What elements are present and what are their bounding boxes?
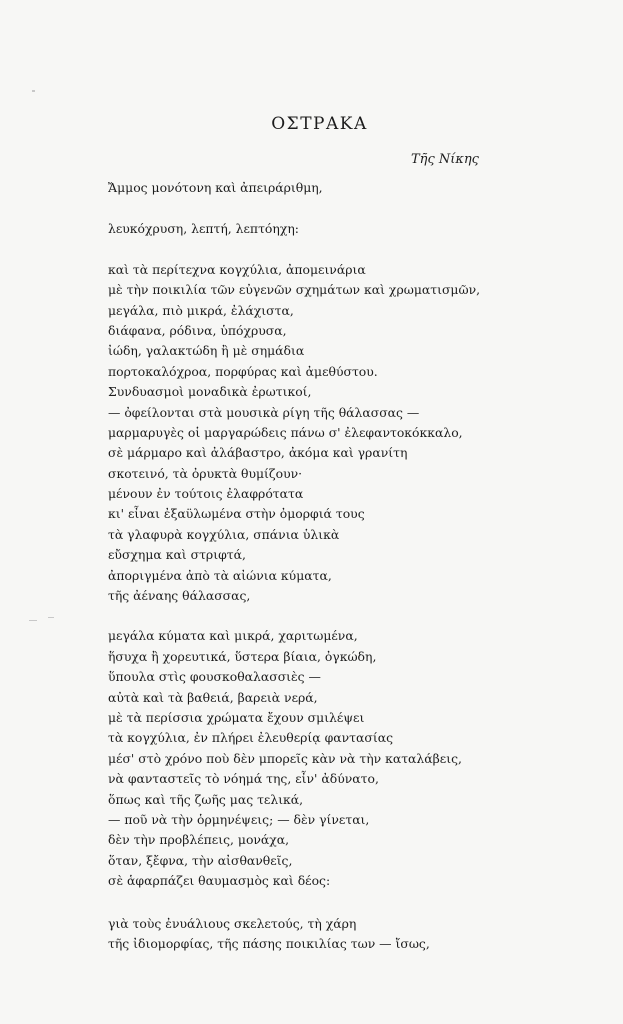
poem-line: μαρμαρυγὲς οἱ μαργαρώδεις πάνω σ' ἐλεφαντοκόκκαλο, xyxy=(108,424,463,440)
poem-line: μὲ τὴν ποικιλία τῶν εὐγενῶν σχημάτων καὶ χρωματισμῶν, xyxy=(108,282,481,298)
stanza xyxy=(108,914,613,955)
poem-line: εὔσχημα καὶ στριφτά, xyxy=(108,547,246,563)
poem-line: μένουν ἐν τούτοις ἐλαφρότατα xyxy=(108,486,304,502)
stanza xyxy=(108,626,613,891)
poem-line: νὰ φανταστεῖς τὸ νόημά της, εἶν' ἀδύνατο, xyxy=(108,771,379,787)
poem-line: Ἄμμος μονότονη καὶ ἀπειράριθμη, xyxy=(108,180,323,195)
poem-line: τὰ γλαφυρὰ κογχύλια, σπάνια ὑλικὰ xyxy=(108,526,340,542)
poem-line: μέσ' στὸ χρόνο ποὺ δὲν μπορεῖς κὰν νὰ τὴν καταλάβεις, xyxy=(108,750,462,766)
poem-line: σὲ ἁφαρπάζει θαυμασμὸς καὶ δέος: xyxy=(108,873,331,889)
poem-line: σὲ μάρμαρο καὶ ἀλάβαστρο, ἀκόμα καὶ γρανίτη xyxy=(108,445,408,461)
poem-line: ὅπως καὶ τῆς ζωῆς μας τελικά, xyxy=(108,791,304,807)
poem-line: ἀποριγμένα ἀπὸ τὰ αἰώνια κύματα, xyxy=(108,567,332,583)
poem-line: ἥσυχα ἢ χορευτικά, ὕστερα βίαια, ὀγκώδη, xyxy=(108,648,377,664)
scan-speck xyxy=(32,90,35,92)
poem-line: μεγάλα κύματα καὶ μικρά, χαριτωμένα, xyxy=(108,628,358,644)
poem-line: τῆς ἀέναης θάλασσας, xyxy=(108,588,251,604)
poem-line: Συνδυασμοὶ μοναδικὰ ἐρωτικοί, xyxy=(108,384,312,400)
poem-line: μὲ τὰ περίσσια χρώματα ἔχουν σμιλέψει xyxy=(108,709,365,725)
scan-speck xyxy=(48,617,54,618)
poem-line: δὲν τὴν προβλέπεις, μονάχα, xyxy=(108,832,290,848)
poem-line: τῆς ἰδιομορφίας, τῆς πάσης ποικιλίας των — ἴσως, xyxy=(108,935,430,951)
poem-line: τὰ κογχύλια, ἐν πλήρει ἐλευθερίᾳ φαντασίας xyxy=(108,730,394,746)
poem-body xyxy=(108,178,613,975)
poem-line: ἰώδη, γαλακτώδη ἢ μὲ σημάδια xyxy=(108,343,305,359)
scan-speck xyxy=(29,620,37,621)
poem-line: πορτοκαλόχροα, πορφύρας καὶ ἀμεθύστου. xyxy=(108,363,378,379)
poem-line: διάφανα, ρόδινα, ὑπόχρυσα, xyxy=(108,322,287,338)
page-title: ΟΣΤΡΑΚΑ xyxy=(271,114,368,134)
poem-line: γιὰ τοὺς ἐνυάλιους σκελετούς, τὴ χάρη xyxy=(108,915,357,931)
author-byline: Τῆς Νίκης xyxy=(411,152,479,167)
poem-line: — ποῦ νὰ τὴν ὁρμηνέψεις; — δὲν γίνεται, xyxy=(108,811,370,827)
poem-line: μεγάλα, πιὸ μικρά, ἐλάχιστα, xyxy=(108,302,294,318)
poem-line: καὶ τὰ περίτεχνα κογχύλια, ἀπομεινάρια xyxy=(108,261,366,277)
stanza xyxy=(108,219,613,239)
poem-line: σκοτεινό, τὰ ὀρυκτὰ θυμίζουν· xyxy=(108,465,303,481)
poem-line: ὅταν, ξἔφνα, τὴν αἰσθανθεῖς, xyxy=(108,852,293,868)
poem-line: αὐτὰ καὶ τὰ βαθειά, βαρειὰ νερά, xyxy=(108,689,318,705)
stanza xyxy=(108,260,613,607)
stanza xyxy=(108,178,613,198)
poem-line: ὕπουλα στὶς φουσκοθαλασσιὲς — xyxy=(108,669,321,685)
poem-line: — ὀφείλονται στὰ μουσικὰ ρίγη τῆς θάλασσας — xyxy=(108,404,420,420)
poem-line: κι' εἶναι ἐξαϋλωμένα στὴν ὀμορφιά τους xyxy=(108,506,365,522)
poem-line: λευκόχρυση, λεπτή, λεπτόηχη: xyxy=(108,221,299,237)
